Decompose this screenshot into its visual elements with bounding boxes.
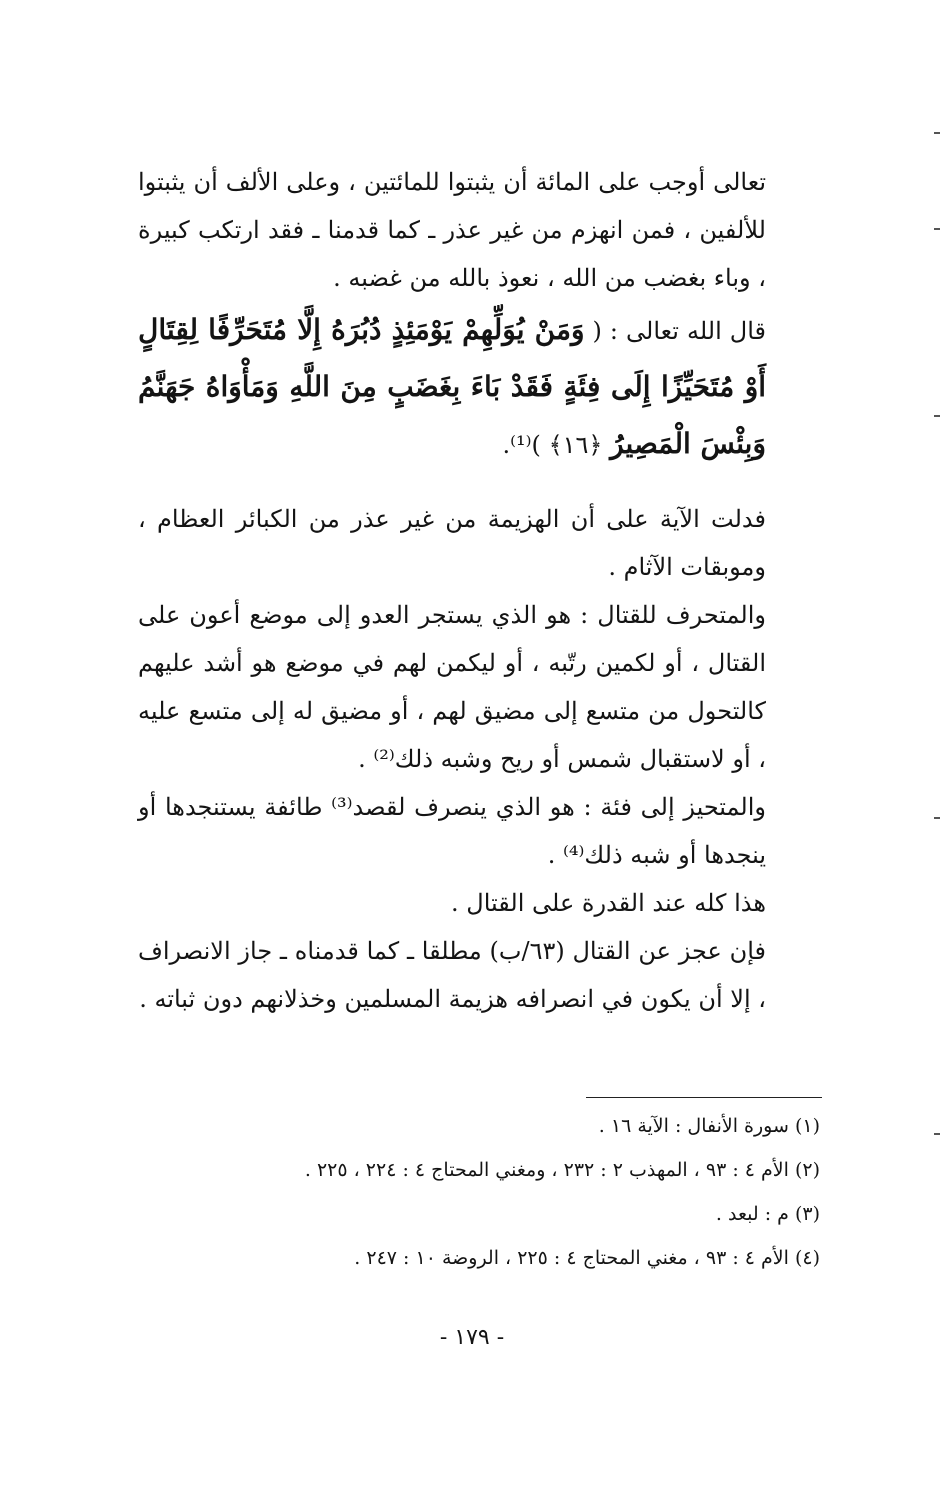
quran-quote — [138, 302, 766, 473]
scan-edge-mark — [934, 228, 940, 230]
footnote-1: (١) سورة الأنفال : الآية ١٦ . — [598, 1115, 820, 1137]
paragraph-ability: هذا كله عند القدرة على القتال . — [451, 889, 766, 917]
scan-edge-mark — [934, 1133, 940, 1135]
paragraph-mutahayyiz: والمتحيز إلى فئة : هو الذي ينصرف لقصد⁽³⁾ طائفة يستنجدها أو ينجدها أو شبه ذلك⁽⁴⁾ . — [138, 793, 766, 869]
paragraph-gap — [138, 473, 766, 495]
paragraph-intro: تعالى أوجب على المائة أن يثبتوا للمائتين ، وعلى الألف أن يثبتوا للألفين ، فمن انهزم من غير عذر ـ كما قدمنا ـ فقد ارتكب كبيرة ، وباء بغضب من الله ، نعوذ بالله من غضبه . — [138, 168, 766, 292]
page-number: - ١٧٩ - — [439, 1325, 505, 1350]
footnote-2: (٢) الأم ٤ : ٩٣ ، المهذب ٢ : ٢٣٢ ، ومغني المحتاج ٤ : ٢٢٤ ، ٢٢٥ . — [304, 1159, 820, 1181]
ayah-marker: ﴿١٦﴾ — [548, 431, 603, 459]
scan-edge-mark — [934, 415, 940, 417]
main-text — [138, 158, 766, 1023]
footnote-3: (٣) م : لبعد . — [715, 1203, 820, 1225]
scan-edge-mark — [934, 817, 940, 819]
quran-close: )⁽¹⁾. — [502, 431, 541, 459]
scan-edge-mark — [934, 132, 940, 134]
paragraph-inability: فإن عجز عن القتال (٦٣/ب) مطلقا ـ كما قدمناه ـ جاز الانصراف ، إلا أن يكون في انصرافه هزيمة المسلمين وخذلانهم دون ثباته . — [138, 937, 766, 1013]
quran-verse: وَمَنْ يُوَلِّهِمْ يَوْمَئِذٍ دُبُرَهُ إِلَّا مُتَحَرِّفًا لِقِتَالٍ أَوْ مُتَحَيِّزًا إِلَى فِئَةٍ فَقَدْ بَاءَ بِغَضَبٍ مِنَ اللَّهِ وَمَأْوَاهُ جَهَنَّمُ وَبِئْسَ الْمَصِيرُ — [138, 313, 766, 460]
paragraph-verse-meaning: فدلت الآية على أن الهزيمة من غير عذر من الكبائر العظام ، وموبقات الآثام . — [138, 505, 766, 581]
footnote-separator — [586, 1097, 822, 1098]
footnotes — [200, 1104, 820, 1280]
paragraph-mutaharrif: والمتحرف للقتال : هو الذي يستجر العدو إلى موضع أعون على القتال ، أو لكمين رتّبه ، أو ليكمن لهم في موضع هو أشد عليهم كالتحول من متسع إلى مضيق لهم ، أو مضيق له إلى متسع عليه ، أو لاستقبال شمس أو ريح وشبه ذلك⁽²⁾ . — [138, 601, 767, 773]
footnote-4: (٤) الأم ٤ : ٩٣ ، مغني المحتاج ٤ : ٢٢٥ ، الروضة ١٠ : ٢٤٧ . — [354, 1247, 820, 1269]
quran-intro: قال الله تعالى : ( — [592, 317, 766, 345]
